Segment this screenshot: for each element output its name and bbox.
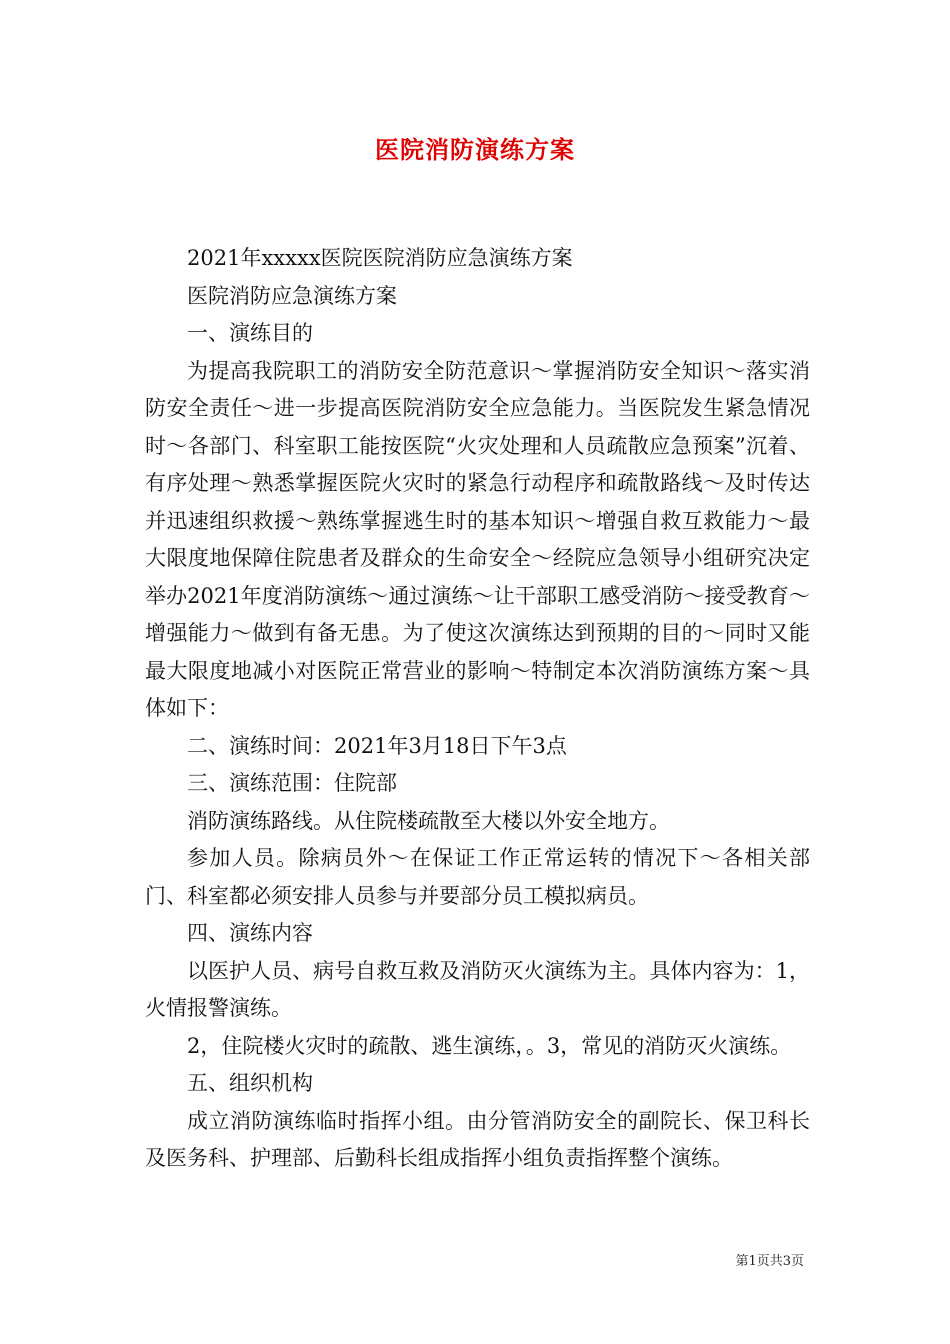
paragraph-content: 以医护人员、病号自救互救及消防灭火演练为主。具体内容为：1，火情报警演练。 — [145, 958, 810, 1020]
document-body — [145, 240, 810, 1178]
section-heading-purpose: 一、演练目的 — [187, 321, 313, 345]
document-title: 医院消防演练方案 — [375, 135, 575, 164]
paragraph-participants: 参加人员。除病员外～在保证工作正常运转的情况下～各相关部门、科室都必须安排人员参与并要部分员工模拟病员。 — [145, 846, 810, 908]
section-heading-time: 二、演练时间：2021年3月18日下午3点 — [187, 733, 567, 758]
paragraph-heading-line: 2021年xxxxx医院医院消防应急演练方案 — [187, 246, 573, 270]
section-heading-organization: 五、组织机构 — [187, 1071, 313, 1095]
paragraph-purpose: 为提高我院职工的消防安全防范意识～掌握消防安全知识～落实消防安全责任～进一步提高医院消防安全应急能力。当医院发生紧急情况时～各部门、科室职工能按医院“火灾处理和人员疏散应急预案”沉着、有序处理～熟悉掌握医院火灾时的紧急行动程序和疏散路线～及时传达并迅速组织救援～熟练掌握逃生时的基本知识～增强自救互救能力～最大限度地保障住院患者及群众的生命安全～经院应急领导小组研究决定举办2021年度消防演练～通过演练～让干部职工感受消防～接受教育～增强能力～做到有备无患。为了使这次演练达到预期的目的～同时又能最大限度地减小对医院正常营业的影响～特制定本次消防演练方案～具体如下： — [145, 358, 810, 720]
paragraph-content-items: 2，住院楼火灾时的疏散、逃生演练，。3，常见的消防灭火演练。 — [187, 1033, 792, 1058]
paragraph-route: 消防演练路线。从住院楼疏散至大楼以外安全地方。 — [187, 808, 670, 833]
section-heading-scope: 三、演练范围：住院部 — [187, 771, 397, 795]
section-heading-content: 四、演练内容 — [187, 921, 313, 945]
paragraph-organization: 成立消防演练临时指挥小组。由分管消防安全的副院长、保卫科长及医务科、护理部、后勤科长组成指挥小组负责指挥整个演练。 — [145, 1108, 810, 1170]
page-number: 第1页共3页 — [735, 1254, 804, 1269]
paragraph-subtitle: 医院消防应急演练方案 — [187, 283, 397, 308]
